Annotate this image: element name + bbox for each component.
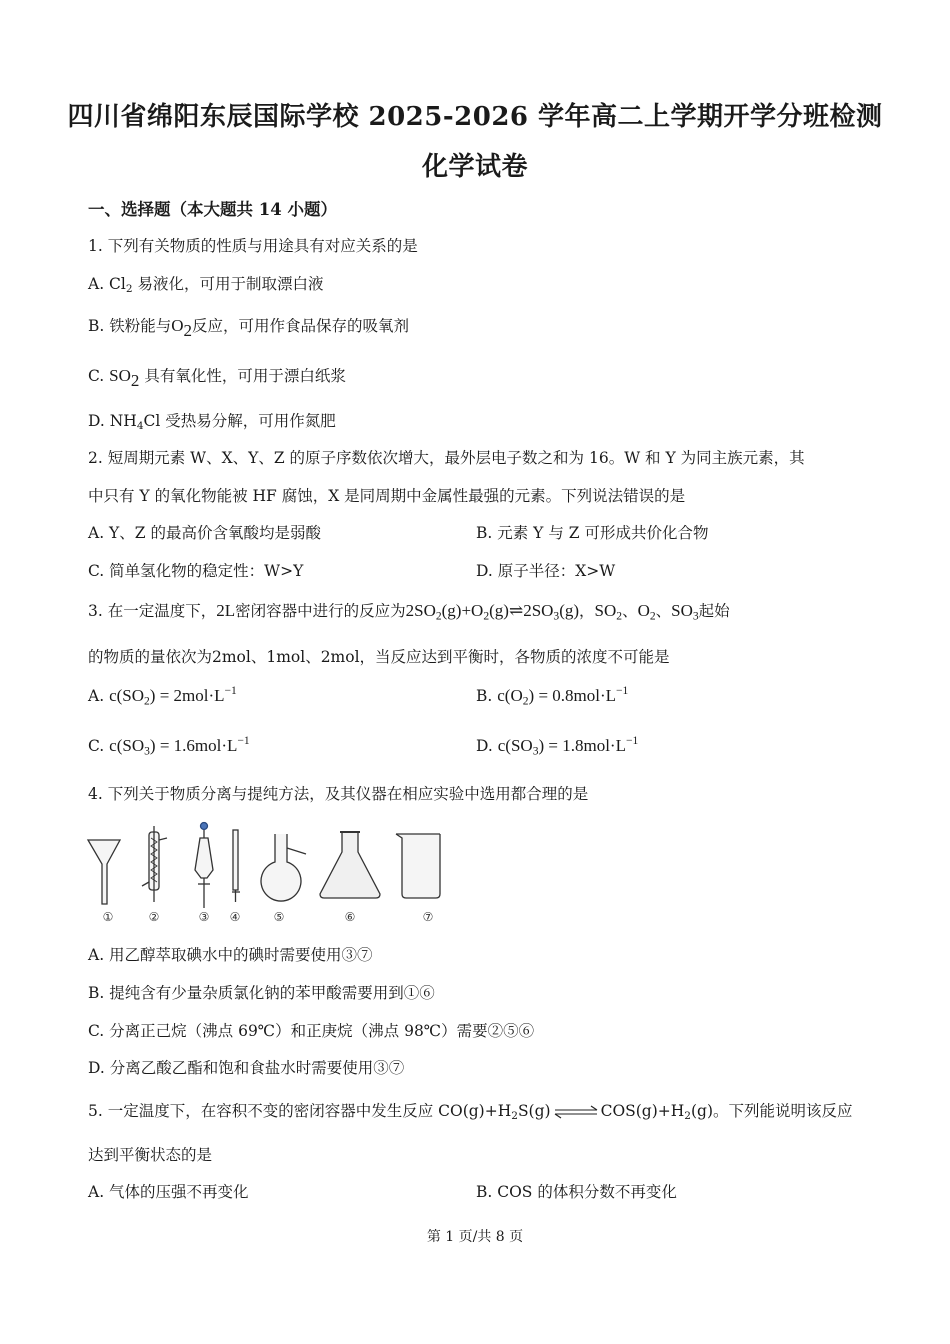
q2-option-a: A. Y、Z 的最高价含氧酸均是弱酸 (88, 524, 321, 542)
q5-option-b: B. COS 的体积分数不再变化 (476, 1183, 677, 1201)
apparatus-label-5: ⑤ (273, 910, 285, 924)
q1-stem: 1. 下列有关物质的性质与用途具有对应关系的是 (88, 237, 418, 255)
q1-option-d: D. $NH_4Cl$ 受热易分解，可用作氮肥 (88, 412, 336, 433)
beaker-icon (396, 834, 440, 898)
apparatus-label-7: ⑦ (422, 910, 434, 924)
lab-apparatus-figure (80, 818, 460, 928)
page-footer: 第 1 页/共 8 页 (426, 1229, 524, 1245)
apparatus-label-1: ① (102, 910, 114, 924)
q1-option-b: B. 铁粉能与$O_2$反应，可用作食品保存的吸氧剂 (88, 316, 410, 341)
q2-stem-line2: 中只有 Y 的氧化物能被 HF 腐蚀，X 是同周期中金属性最强的元素。下列说法错误的是 (88, 487, 686, 505)
distillation-flask-icon (261, 834, 306, 901)
condenser-icon (142, 826, 167, 902)
q4-option-d: D. 分离乙酸乙酯和饱和食盐水时需要使用③⑦ (88, 1059, 405, 1077)
q2-option-b: B. 元素 Y 与 Z 可形成共价化合物 (476, 524, 709, 542)
section-heading: 一、选择题（本大题共 14 小题） (88, 200, 337, 219)
apparatus-label-3: ③ (198, 910, 210, 924)
q4-stem: 4. 下列关于物质分离与提纯方法，及其仪器在相应实验中选用都合理的是 (88, 785, 589, 803)
q3-stem-line2: 的物质的量依次为2mol、1mol、2mol，当反应达到平衡时，各物质的浓度不可能是 (88, 648, 670, 666)
q1-option-c: C. $SO_2$ 具有氧化性，可用于漂白纸浆 (88, 366, 346, 391)
q5-stem-line1: 5. 一定温度下，在容积不变的密闭容器中发生反应 $CO(g)+H_2S(g)$ $COS(g)+H_2(g)$。下列能说明该反应 (88, 1102, 853, 1123)
apparatus-label-6: ⑥ (344, 910, 356, 924)
q3-option-d: D. $c(SO_3) = 1.8mol\cdot L^{-1}$ (476, 734, 639, 758)
q3-stem-line1: 3. 在一定温度下，2L密闭容器中进行的反应为$2SO_2(g)+O_2(g)\rightleftharpoons 2SO_3(g)$，$SO_2$、$O_2$、$SO_3$起始 (88, 601, 730, 623)
q2-option-d: D. 原子半径：X>W (476, 562, 616, 580)
q2-option-c: C. 简单氢化物的稳定性：W>Y (88, 562, 304, 580)
q5-stem-line2: 达到平衡状态的是 (88, 1146, 213, 1164)
q1-option-a: A. $Cl_2$ 易液化，可用于制取漂白液 (88, 275, 324, 296)
apparatus-label-4: ④ (229, 910, 241, 924)
funnel-icon (88, 840, 120, 904)
exam-title-line2: 化学试卷 (421, 152, 528, 182)
apparatus-label-2: ② (148, 910, 160, 924)
q3-option-c: C. $c(SO_3) = 1.6mol\cdot L^{-1}$ (88, 734, 250, 758)
burette-icon (232, 830, 240, 902)
q4-option-c: C. 分离正己烷（沸点 69℃）和正庚烷（沸点 98℃）需要②⑤⑥ (88, 1022, 535, 1040)
q4-option-b: B. 提纯含有少量杂质氯化钠的苯甲酸需要用到①⑥ (88, 984, 435, 1002)
q3-option-b: B. $c(O_2) = 0.8mol\cdot L^{-1}$ (476, 684, 629, 708)
equilibrium-arrow-icon (553, 1105, 599, 1119)
q2-stem-line1: 2. 短周期元素 W、X、Y、Z 的原子序数依次增大，最外层电子数之和为 16。W 和 Y 为同主族元素，其 (88, 449, 805, 467)
exam-title-line1: 四川省绵阳东辰国际学校 2025-2026 学年高二上学期开学分班检测 (67, 102, 883, 132)
q5-option-a: A. 气体的压强不再变化 (88, 1183, 249, 1201)
equilibrium-arrow-icon: ⇌ (508, 601, 524, 620)
q4-option-a: A. 用乙醇萃取碘水中的碘时需要使用③⑦ (88, 946, 373, 964)
q3-option-a: A. $c(SO_2) = 2mol\cdot L^{-1}$ (88, 684, 237, 708)
conical-flask-icon (320, 832, 380, 898)
separatory-funnel-icon (195, 823, 213, 909)
